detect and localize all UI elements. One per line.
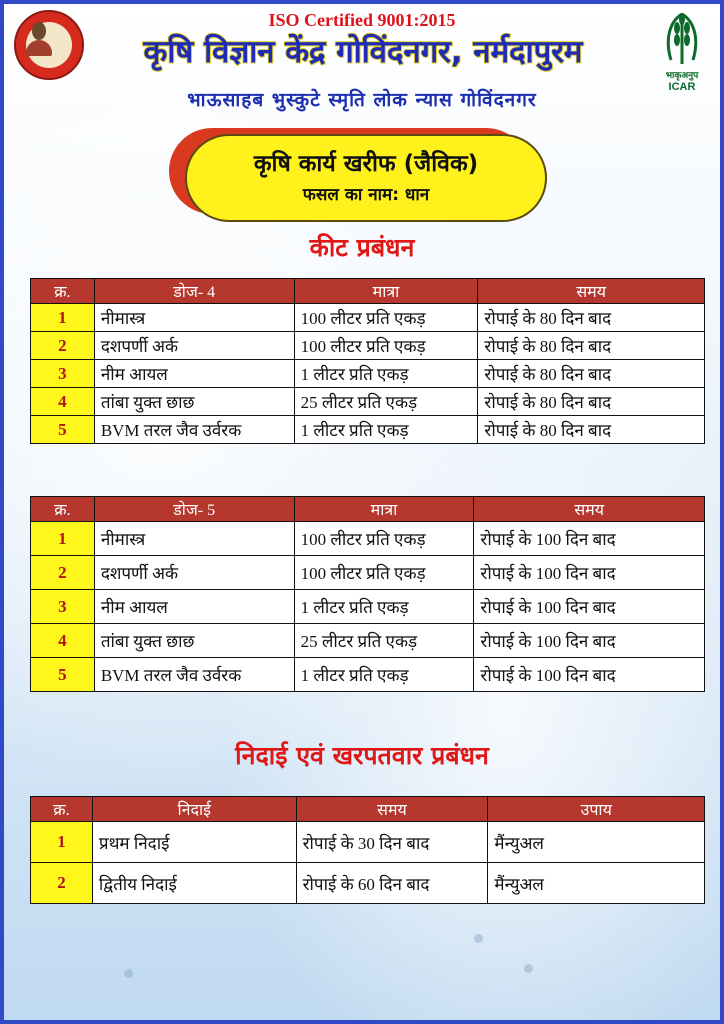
column-header: समय xyxy=(296,797,488,822)
weeding-cell: प्रथम निदाई xyxy=(92,822,296,863)
decorative-bubble xyxy=(524,964,533,973)
row-number: 1 xyxy=(31,822,93,863)
row-number: 5 xyxy=(31,658,95,692)
time-cell: रोपाई के 80 दिन बाद xyxy=(478,388,705,416)
table-row xyxy=(31,416,705,444)
treatment-cell: नीमास्त्र xyxy=(94,304,294,332)
column-header: उपाय xyxy=(488,797,705,822)
quantity-cell: 100 लीटर प्रति एकड़ xyxy=(294,332,478,360)
treatment-cell: नीमास्त्र xyxy=(94,522,294,556)
page-title: कृषि विज्ञान केंद्र गोविंदनगर, नर्मदापुरम xyxy=(143,34,583,70)
table-header-row xyxy=(31,797,705,822)
table-row xyxy=(31,658,705,692)
table-row xyxy=(31,822,705,863)
method-cell: मैंन्युअल xyxy=(488,822,705,863)
quantity-cell: 100 लीटर प्रति एकड़ xyxy=(294,556,474,590)
row-number: 1 xyxy=(31,522,95,556)
table-header-row xyxy=(31,279,705,304)
table-row xyxy=(31,624,705,658)
quantity-cell: 25 लीटर प्रति एकड़ xyxy=(294,624,474,658)
column-header: समय xyxy=(474,497,705,522)
decorative-bubble xyxy=(124,969,133,978)
quantity-cell: 1 लीटर प्रति एकड़ xyxy=(294,416,478,444)
time-cell: रोपाई के 80 दिन बाद xyxy=(478,360,705,388)
dose5-table xyxy=(30,496,705,692)
column-header: क्र. xyxy=(31,797,93,822)
row-number: 2 xyxy=(31,556,95,590)
decorative-bubble xyxy=(474,934,483,943)
table-row xyxy=(31,556,705,590)
weeding-table xyxy=(30,796,705,904)
table-row xyxy=(31,304,705,332)
pest-management-heading: कीट प्रबंधन xyxy=(309,233,415,262)
table-row xyxy=(31,590,705,624)
time-cell: रोपाई के 100 दिन बाद xyxy=(474,658,705,692)
time-cell: रोपाई के 100 दिन बाद xyxy=(474,556,705,590)
treatment-cell: BVM तरल जैव उर्वरक xyxy=(94,416,294,444)
quantity-cell: 100 लीटर प्रति एकड़ xyxy=(294,522,474,556)
weeding-cell: द्वितीय निदाई xyxy=(92,863,296,904)
quantity-cell: 100 लीटर प्रति एकड़ xyxy=(294,304,478,332)
time-cell: रोपाई के 80 दिन बाद xyxy=(478,416,705,444)
treatment-cell: तांबा युक्त छाछ xyxy=(94,624,294,658)
weed-management-heading: निदाई एवं खरपतवार प्रबंधन xyxy=(235,741,489,770)
iso-certification: ISO Certified 9001:2015 xyxy=(268,10,456,30)
treatment-cell: तांबा युक्त छाछ xyxy=(94,388,294,416)
table-row xyxy=(31,360,705,388)
icar-hindi-label: भाकृअनुप xyxy=(665,71,699,81)
row-number: 3 xyxy=(31,590,95,624)
row-number: 4 xyxy=(31,624,95,658)
table-row xyxy=(31,863,705,904)
row-number: 1 xyxy=(31,304,95,332)
column-header: समय xyxy=(478,279,705,304)
crop-banner xyxy=(169,124,549,224)
quantity-cell: 25 लीटर प्रति एकड़ xyxy=(294,388,478,416)
table-header-row xyxy=(31,497,705,522)
table-row xyxy=(31,332,705,360)
column-header: निदाई xyxy=(92,797,296,822)
treatment-cell: BVM तरल जैव उर्वरक xyxy=(94,658,294,692)
quantity-cell: 1 लीटर प्रति एकड़ xyxy=(294,590,474,624)
time-cell: रोपाई के 100 दिन बाद xyxy=(474,522,705,556)
row-number: 4 xyxy=(31,388,95,416)
table-row xyxy=(31,522,705,556)
icar-logo xyxy=(654,10,710,94)
dose4-table xyxy=(30,278,705,444)
banner-crop-name: फसल का नाम: धान xyxy=(302,185,430,205)
time-cell: रोपाई के 80 दिन बाद xyxy=(478,332,705,360)
column-header: डोज- 5 xyxy=(94,497,294,522)
table-row xyxy=(31,388,705,416)
time-cell: रोपाई के 100 दिन बाद xyxy=(474,624,705,658)
column-header: मात्रा xyxy=(294,497,474,522)
wheat-leaf-icon xyxy=(659,10,705,68)
row-number: 5 xyxy=(31,416,95,444)
column-header: क्र. xyxy=(31,497,95,522)
method-cell: मैंन्युअल xyxy=(488,863,705,904)
quantity-cell: 1 लीटर प्रति एकड़ xyxy=(294,658,474,692)
column-header: मात्रा xyxy=(294,279,478,304)
page-subtitle: भाऊसाहब भुस्कुटे स्मृति लोक न्यास गोविंदनगर xyxy=(187,89,537,111)
banner-pill xyxy=(185,134,547,222)
quantity-cell: 1 लीटर प्रति एकड़ xyxy=(294,360,478,388)
banner-title: कृषि कार्य खरीफ (जैविक) xyxy=(253,151,479,177)
row-number: 2 xyxy=(31,332,95,360)
treatment-cell: दशपर्णी अर्क xyxy=(94,556,294,590)
time-cell: रोपाई के 60 दिन बाद xyxy=(296,863,488,904)
time-cell: रोपाई के 100 दिन बाद xyxy=(474,590,705,624)
time-cell: रोपाई के 80 दिन बाद xyxy=(478,304,705,332)
column-header: डोज- 4 xyxy=(94,279,294,304)
time-cell: रोपाई के 30 दिन बाद xyxy=(296,822,488,863)
icar-label: ICAR xyxy=(668,81,696,93)
row-number: 2 xyxy=(31,863,93,904)
treatment-cell: नीम आयल xyxy=(94,590,294,624)
treatment-cell: नीम आयल xyxy=(94,360,294,388)
column-header: क्र. xyxy=(31,279,95,304)
treatment-cell: दशपर्णी अर्क xyxy=(94,332,294,360)
row-number: 3 xyxy=(31,360,95,388)
